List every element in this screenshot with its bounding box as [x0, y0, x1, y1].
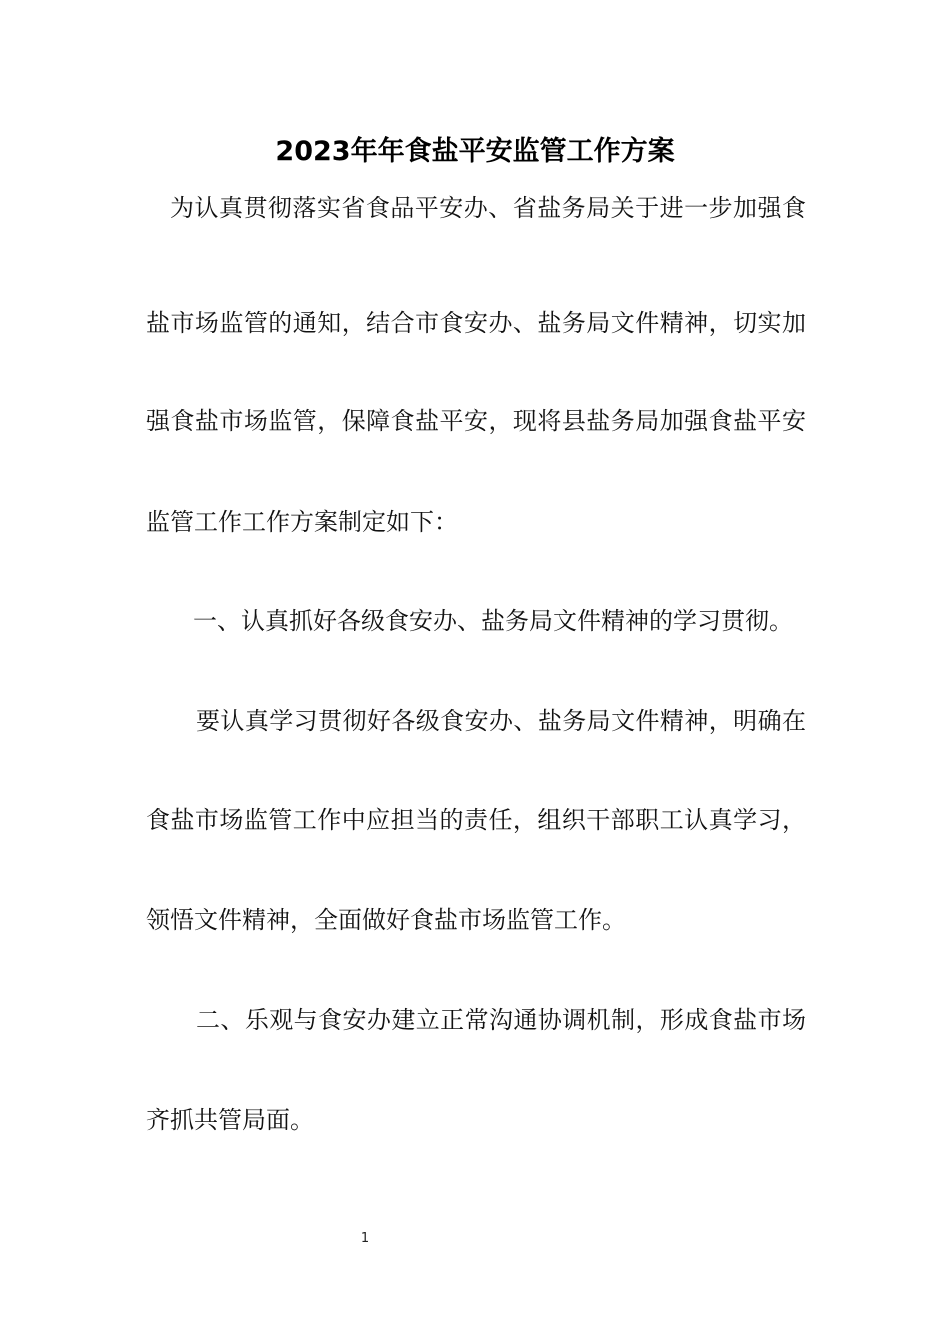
paragraph-1-line-4: 监管工作工作方案制定如下：: [146, 508, 458, 536]
section-1-heading: 一、认真抓好各级食安办、盐务局文件精神的学习贯彻。: [193, 607, 793, 635]
page-number: 1: [360, 1231, 370, 1246]
paragraph-2-line-3: 领悟文件精神，全面做好食盐市场监管工作。: [146, 906, 626, 934]
paragraph-2-line-1: 要认真学习贯彻好各级食安办、盐务局文件精神，明确在: [196, 707, 806, 735]
paragraph-1-line-1: 为认真贯彻落实省食品平安办、省盐务局关于进一步加强食: [170, 194, 806, 222]
section-2-heading-line-2: 齐抓共管局面。: [146, 1106, 314, 1134]
paragraph-2-line-2: 食盐市场监管工作中应担当的责任，组织干部职工认真学习，: [146, 806, 806, 834]
paragraph-1-line-2: 盐市场监管的通知，结合市食安办、盐务局文件精神，切实加: [146, 309, 806, 337]
section-2-heading-line-1: 二、乐观与食安办建立正常沟通协调机制，形成食盐市场: [196, 1006, 806, 1034]
document-title: 2023年年食盐平安监管工作方案: [275, 136, 675, 167]
paragraph-1-line-3: 强食盐市场监管，保障食盐平安，现将县盐务局加强食盐平安: [146, 407, 806, 435]
